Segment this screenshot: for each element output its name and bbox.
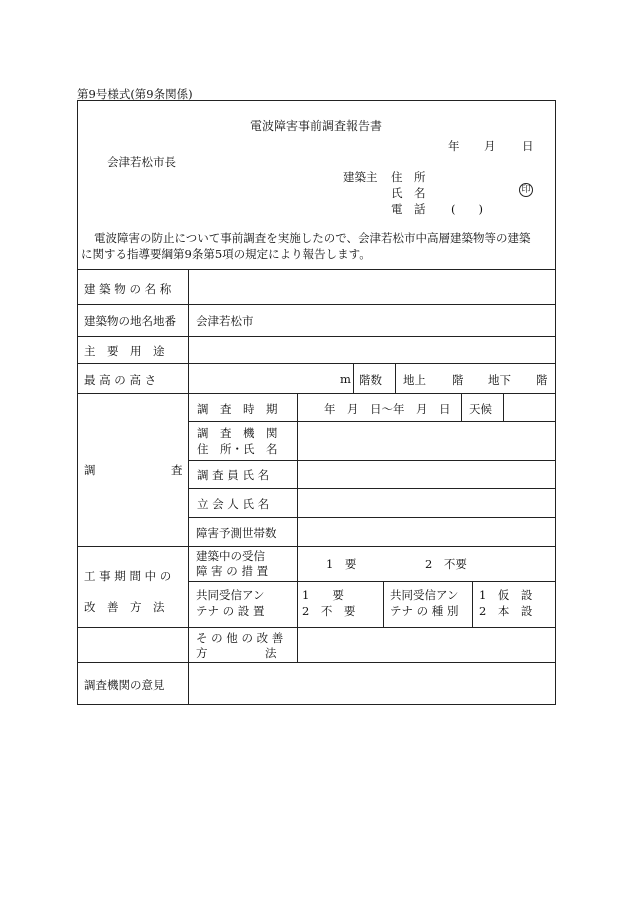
improvement-label-divider: [297, 546, 298, 662]
height-unit: m: [340, 372, 351, 386]
survey-period-label: 調 査 時 期: [197, 402, 278, 416]
below-ground-label: 地下: [488, 373, 511, 387]
applicant-role: 建築主: [343, 170, 378, 184]
building-name-label: 建 築 物 の 名 称: [84, 282, 172, 296]
survey-section-label-1: 調: [84, 463, 96, 477]
below-ground-unit: 階: [536, 373, 548, 387]
form-title: 電波障害事前調査報告書: [250, 119, 383, 133]
addressee: 会津若松市長: [107, 155, 176, 169]
households-label: 障害予測世帯数: [196, 526, 277, 540]
divider-row-3: [77, 363, 556, 364]
divider-survey-2: [188, 460, 556, 461]
floors-label: 階数: [359, 373, 382, 387]
applicant-phone-label: 電 話: [391, 202, 426, 216]
survey-section-label-2: 査: [171, 463, 183, 477]
weather-divider-right: [503, 393, 504, 421]
seal-mark: 印: [519, 183, 533, 197]
divider-header: [77, 269, 556, 270]
survey-org-label-2: 住 所・氏 名: [197, 442, 278, 456]
weather-divider-left: [461, 393, 462, 421]
other-improvement-label-1: そ の 他 の 改 善: [196, 631, 284, 645]
antenna-divider-1: [383, 581, 384, 627]
divider-survey-4: [188, 517, 556, 518]
above-ground-unit: 階: [452, 373, 464, 387]
measure-option-required: 1 要: [326, 557, 357, 571]
divider-survey-1: [188, 421, 556, 422]
type-option-temporary: 1 仮 設: [479, 588, 533, 602]
divider-floors-value: [395, 363, 396, 393]
antenna-type-label-2: テナ の 種 別: [390, 604, 459, 618]
other-improvement-label-2: 方 法: [196, 646, 277, 660]
divider-row-1: [77, 304, 556, 305]
divider-row-2: [77, 336, 556, 337]
building-location-label: 建築物の地名地番: [84, 314, 176, 328]
form-number-label: 第9号様式(第9条関係): [77, 87, 193, 101]
weather-label: 天候: [469, 402, 492, 416]
applicant-phone-paren: ( ): [451, 202, 483, 216]
setup-option-not-required: 2 不 要: [302, 604, 356, 618]
body-text-line-2: に関する指導要綱第9条第5項の規定により報告します。: [81, 247, 371, 261]
reception-measure-label-2: 障 害 の 措 置: [196, 564, 269, 578]
antenna-setup-label-2: テナ の 設 置: [196, 604, 265, 618]
antenna-type-label-1: 共同受信アン: [390, 588, 459, 602]
divider-row-4: [77, 393, 556, 394]
antenna-setup-label-1: 共同受信アン: [196, 588, 265, 602]
improvement-section-label-2: 改 善 方 法: [84, 600, 165, 614]
surveyor-name-label: 調 査 員 氏 名: [197, 468, 270, 482]
divider-improvement-2: [77, 627, 556, 628]
witness-name-label: 立 会 人 氏 名: [197, 497, 270, 511]
divider-improvement-1: [188, 581, 556, 582]
divider-survey-3: [188, 488, 556, 489]
building-location-value: 会津若松市: [196, 314, 254, 328]
date-year: 年: [448, 139, 460, 153]
type-option-permanent: 2 本 設: [479, 604, 533, 618]
applicant-name-label: 氏 名: [391, 186, 426, 200]
date-day: 日: [522, 139, 534, 153]
measure-option-not-required: 2 不要: [425, 557, 467, 571]
antenna-divider-2: [472, 581, 473, 627]
divider-survey-end: [77, 546, 556, 547]
setup-option-required: 1 要: [302, 588, 344, 602]
main-use-label: 主 要 用 途: [84, 344, 165, 358]
survey-org-opinion-label: 調査機関の意見: [84, 678, 165, 692]
survey-org-label-1: 調 査 機 関: [197, 426, 278, 440]
date-month: 月: [484, 139, 496, 153]
divider-height-floors: [353, 363, 354, 393]
applicant-address-label: 住 所: [391, 170, 426, 184]
reception-measure-label-1: 建築中の受信: [196, 549, 265, 563]
survey-label-divider: [297, 393, 298, 546]
max-height-label: 最 高 の 高 さ: [84, 373, 157, 387]
label-column-divider: [188, 269, 189, 705]
improvement-section-label-1: 工 事 期 間 中 の: [84, 569, 172, 583]
divider-improvement-end: [77, 662, 556, 663]
body-text-line-1: 電波障害の防止について事前調査を実施したので、会津若松市中高層建築物等の建築: [94, 231, 531, 245]
above-ground-label: 地上: [403, 373, 426, 387]
survey-period-value: 年 月 日～年 月 日: [324, 402, 451, 416]
